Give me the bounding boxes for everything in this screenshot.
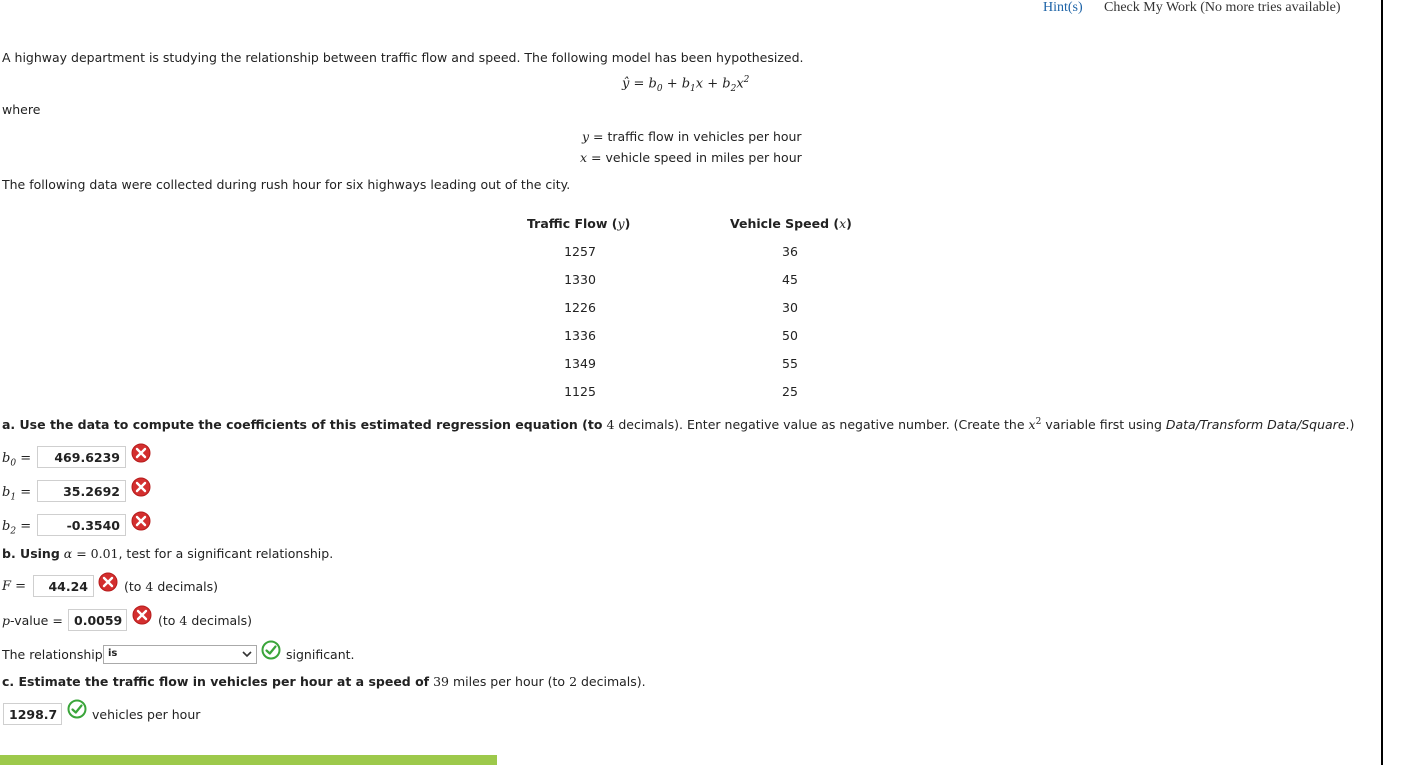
table-cell-flow: 1226: [564, 300, 596, 315]
b2-input[interactable]: -0.3540: [37, 514, 126, 536]
b1-label: $b_1$ =: [2, 485, 32, 503]
p-value-label: p-value =: [2, 613, 63, 628]
part-a-prompt: a. Use the data to compute the coefficients of this estimated regression equation (to 4 decimals). Enter negative value as negative number. (Create the $x^2$ variable first using Data/Transform Data/Square.): [2, 417, 1355, 433]
f-statistic-input[interactable]: 44.24: [33, 575, 94, 597]
table-cell-speed: 36: [782, 244, 798, 259]
chevron-down-icon: [242, 648, 252, 660]
right-border: [1381, 0, 1383, 765]
b2-label: $b_2$ =: [2, 519, 32, 537]
table-cell-flow: 1330: [564, 272, 596, 287]
table-header-traffic-flow: Traffic Flow (y): [527, 216, 631, 231]
incorrect-icon: [131, 443, 151, 463]
table-cell-flow: 1125: [564, 384, 596, 399]
table-cell-flow: 1257: [564, 244, 596, 259]
data-intro: The following data were collected during rush hour for six highways leading out of the city.: [2, 177, 571, 192]
traffic-flow-estimate-input[interactable]: 1298.7: [3, 703, 62, 725]
table-cell-speed: 30: [782, 300, 798, 315]
table-header-vehicle-speed: Vehicle Speed (x): [730, 216, 852, 231]
incorrect-icon: [132, 605, 152, 625]
vehicles-per-hour-unit: vehicles per hour: [92, 707, 201, 722]
relationship-suffix: significant.: [286, 647, 355, 662]
correct-icon: [67, 699, 87, 719]
x-definition: x = vehicle speed in miles per hour: [580, 150, 802, 165]
table-cell-speed: 50: [782, 328, 798, 343]
y-definition: y = traffic flow in vehicles per hour: [582, 129, 802, 144]
relationship-selected-value: is: [108, 648, 118, 659]
model-equation: ŷ = $b_0 + b_1x + b_2x^2$: [622, 75, 750, 94]
p-decimals-hint: (to 4 decimals): [158, 613, 253, 628]
b0-label: $b_0$ =: [2, 451, 32, 469]
relationship-select[interactable]: [103, 645, 257, 664]
b0-input[interactable]: 469.6239: [37, 446, 126, 468]
table-cell-flow: 1336: [564, 328, 596, 343]
incorrect-icon: [131, 511, 151, 531]
b1-input[interactable]: 35.2692: [37, 480, 126, 502]
incorrect-icon: [131, 477, 151, 497]
f-label: F =: [2, 579, 27, 594]
check-my-work-link[interactable]: Check My Work (No more tries available): [1104, 0, 1341, 15]
correct-icon: [261, 640, 281, 660]
table-cell-speed: 25: [782, 384, 798, 399]
p-value-input[interactable]: 0.0059: [68, 609, 127, 631]
table-cell-speed: 45: [782, 272, 798, 287]
table-cell-speed: 55: [782, 356, 798, 371]
where-label: where: [2, 102, 41, 117]
feedback-bar: [0, 755, 497, 765]
incorrect-icon: [98, 572, 118, 592]
part-c-prompt: c. Estimate the traffic flow in vehicles per hour at a speed of 39 miles per hour (to 2 decimals).: [2, 674, 646, 689]
problem-intro: A highway department is studying the relationship between traffic flow and speed. The following model has been hypothesized.: [2, 50, 804, 65]
f-decimals-hint: (to 4 decimals): [124, 579, 219, 594]
part-b-prompt: b. Using α = 0.01, test for a significant relationship.: [2, 546, 334, 561]
relationship-label: The relationship: [2, 647, 103, 662]
hints-link[interactable]: Hint(s): [1043, 0, 1083, 15]
table-cell-flow: 1349: [564, 356, 596, 371]
